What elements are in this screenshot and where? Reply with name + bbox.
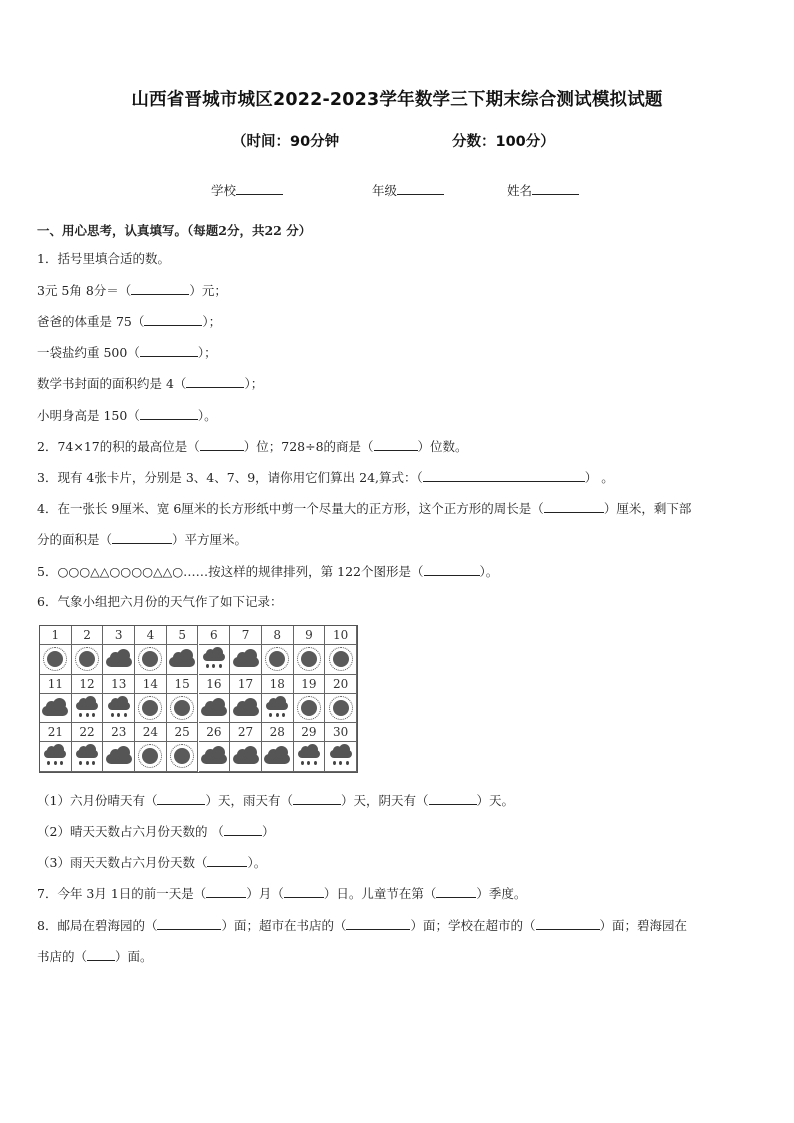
answer-blank[interactable] [429,792,477,805]
day-number: 28 [262,723,294,742]
q7: 7．今年 3月 1日的前一天是（ ）月（ ）日。儿童节在第（ ）季度。 [37,886,527,901]
day-number: 19 [294,675,326,694]
grade-label: 年级 [372,183,398,198]
section-heading: 一、用心思考，认真填写。（每题2分，共22 分） [37,223,312,238]
day-number: 15 [167,675,199,694]
sunny-icon [174,700,190,716]
day-number: 23 [103,723,135,742]
rainy-icon [108,697,130,719]
answer-blank[interactable] [157,917,221,930]
q1-d: 数学书封面的面积约是 4（ ）； [37,376,264,391]
weather-cell [230,645,262,675]
weather-cell [294,694,326,724]
day-number: 27 [230,723,262,742]
name-field[interactable] [507,181,579,199]
rainy-icon [76,697,98,719]
cloudy-icon [106,651,132,667]
exam-time: （时间：90分钟 [232,134,340,150]
answer-blank[interactable] [140,407,198,420]
answer-blank[interactable] [423,469,585,482]
answer-blank[interactable] [346,917,410,930]
q6-sub3: （3）雨天天数占六月份天数（ ）。 [37,855,267,870]
weather-cell [103,742,135,772]
day-number: 10 [325,626,357,645]
q3: 3．现有 4张卡片，分别是 3、4、7、9，请你用它们算出 24,算式：（ ） 。 [37,470,614,485]
day-number: 9 [294,626,326,645]
day-number: 8 [262,626,294,645]
cloudy-icon [42,700,68,716]
q4-line1: 4．在一张长 9厘米、宽 6厘米的长方形纸中剪一个尽量大的正方形，这个正方形的周长是（ ）厘米，剩下部 [37,501,692,516]
day-number: 2 [72,626,104,645]
cloudy-icon [233,748,259,764]
sunny-icon [142,651,158,667]
rainy-icon [76,745,98,767]
sunny-icon [174,748,190,764]
weather-cell [262,694,294,724]
q5: 5．○○○△△○○○○△△○……按这样的规律排列，第 122个图形是（ ）。 [37,564,499,579]
q1-b: 爸爸的体重是 75（ ）； [37,314,222,329]
day-number: 16 [199,675,231,694]
sunny-icon [301,651,317,667]
q6-sub2: （2）晴天天数占六月份天数的 （ ） [37,824,275,839]
day-number: 1 [40,626,72,645]
weather-cell [199,645,231,675]
school-blank[interactable] [236,182,283,195]
day-number: 5 [167,626,199,645]
sunny-icon [333,651,349,667]
weather-cell [167,742,199,772]
day-number: 22 [72,723,104,742]
weather-cell [294,742,326,772]
day-number: 6 [199,626,231,645]
sunny-icon [142,748,158,764]
weather-cell [325,645,357,675]
answer-blank[interactable] [186,375,244,388]
cloudy-icon [233,651,259,667]
weather-cell [262,742,294,772]
name-label: 姓名 [507,183,533,198]
exam-title: 山西省晋城市城区2022-2023学年数学三下期末综合测试模拟试题 [131,90,663,110]
answer-blank[interactable] [284,885,324,898]
sunny-icon [269,651,285,667]
answer-blank[interactable] [157,792,205,805]
q1-a: 3元 5角 8分＝（ ）元； [37,283,227,298]
answer-blank[interactable] [131,282,189,295]
weather-cell [40,742,72,772]
weather-cell [72,645,104,675]
rainy-icon [203,648,225,670]
day-number: 18 [262,675,294,694]
day-number: 12 [72,675,104,694]
day-number: 25 [167,723,199,742]
answer-blank[interactable] [536,917,600,930]
answer-blank[interactable] [424,563,480,576]
sunny-icon [47,651,63,667]
day-number: 26 [199,723,231,742]
weather-cell [40,694,72,724]
weather-cell [230,742,262,772]
school-label: 学校 [211,183,237,198]
day-number: 14 [135,675,167,694]
q6-sub1: （1）六月份晴天有（ ）天，雨天有（ ）天，阴天有（ ）天。 [37,793,515,808]
weather-cell [325,742,357,772]
weather-table [39,625,358,773]
q1-stem: 1．括号里填合适的数。 [37,251,170,266]
weather-cell [135,742,167,772]
answer-blank[interactable] [207,854,247,867]
q1-e: 小明身高是 150（ ）。 [37,408,217,423]
weather-cell [167,694,199,724]
exam-score: 分数：100分） [452,134,555,150]
answer-blank[interactable] [87,948,115,961]
day-number: 11 [40,675,72,694]
weather-grid [40,626,357,772]
q2: 2．74×17的积的最高位是（ ）位；728÷8的商是（ ）位数。 [37,439,468,454]
weather-cell [103,694,135,724]
answer-blank[interactable] [200,438,244,451]
q4-line2: 分的面积是（ ）平方厘米。 [37,532,248,547]
weather-cell [72,742,104,772]
answer-blank[interactable] [144,313,202,326]
weather-cell [325,694,357,724]
day-number: 17 [230,675,262,694]
q8-line2: 书店的（ ）面。 [37,949,153,964]
answer-blank[interactable] [112,531,172,544]
sunny-icon [79,651,95,667]
weather-cell [199,742,231,772]
cloudy-icon [264,748,290,764]
sunny-icon [333,700,349,716]
grade-blank[interactable] [397,182,444,195]
weather-cell [262,645,294,675]
answer-blank[interactable] [140,344,198,357]
answer-blank[interactable] [224,823,262,836]
q8-line1: 8．邮局在碧海园的（ ）面；超市在书店的（ ）面；学校在超市的（ ）面；碧海园在 [37,918,688,933]
q1-c: 一袋盐约重 500（ ）； [37,345,217,360]
weather-cell [230,694,262,724]
answer-blank[interactable] [293,792,341,805]
day-number: 20 [325,675,357,694]
weather-cell [103,645,135,675]
day-number: 21 [40,723,72,742]
day-number: 29 [294,723,326,742]
q6-stem: 6．气象小组把六月份的天气作了如下记录： [37,594,283,609]
day-number: 7 [230,626,262,645]
weather-cell [72,694,104,724]
sunny-icon [301,700,317,716]
cloudy-icon [169,651,195,667]
day-number: 13 [103,675,135,694]
day-number: 3 [103,626,135,645]
answer-blank[interactable] [436,885,476,898]
day-number: 30 [325,723,357,742]
day-number: 24 [135,723,167,742]
cloudy-icon [106,748,132,764]
sunny-icon [142,700,158,716]
weather-cell [135,694,167,724]
answer-blank[interactable] [206,885,246,898]
school-field[interactable] [211,181,283,199]
weather-cell [40,645,72,675]
name-blank[interactable] [532,182,579,195]
weather-cell [294,645,326,675]
rainy-icon [44,745,66,767]
rainy-icon [266,697,288,719]
weather-cell [135,645,167,675]
rainy-icon [298,745,320,767]
weather-cell [167,645,199,675]
answer-blank[interactable] [374,438,418,451]
answer-blank[interactable] [544,500,604,513]
weather-cell [199,694,231,724]
cloudy-icon [201,700,227,716]
day-number: 4 [135,626,167,645]
cloudy-icon [233,700,259,716]
cloudy-icon [201,748,227,764]
rainy-icon [330,745,352,767]
grade-field[interactable] [372,181,444,199]
